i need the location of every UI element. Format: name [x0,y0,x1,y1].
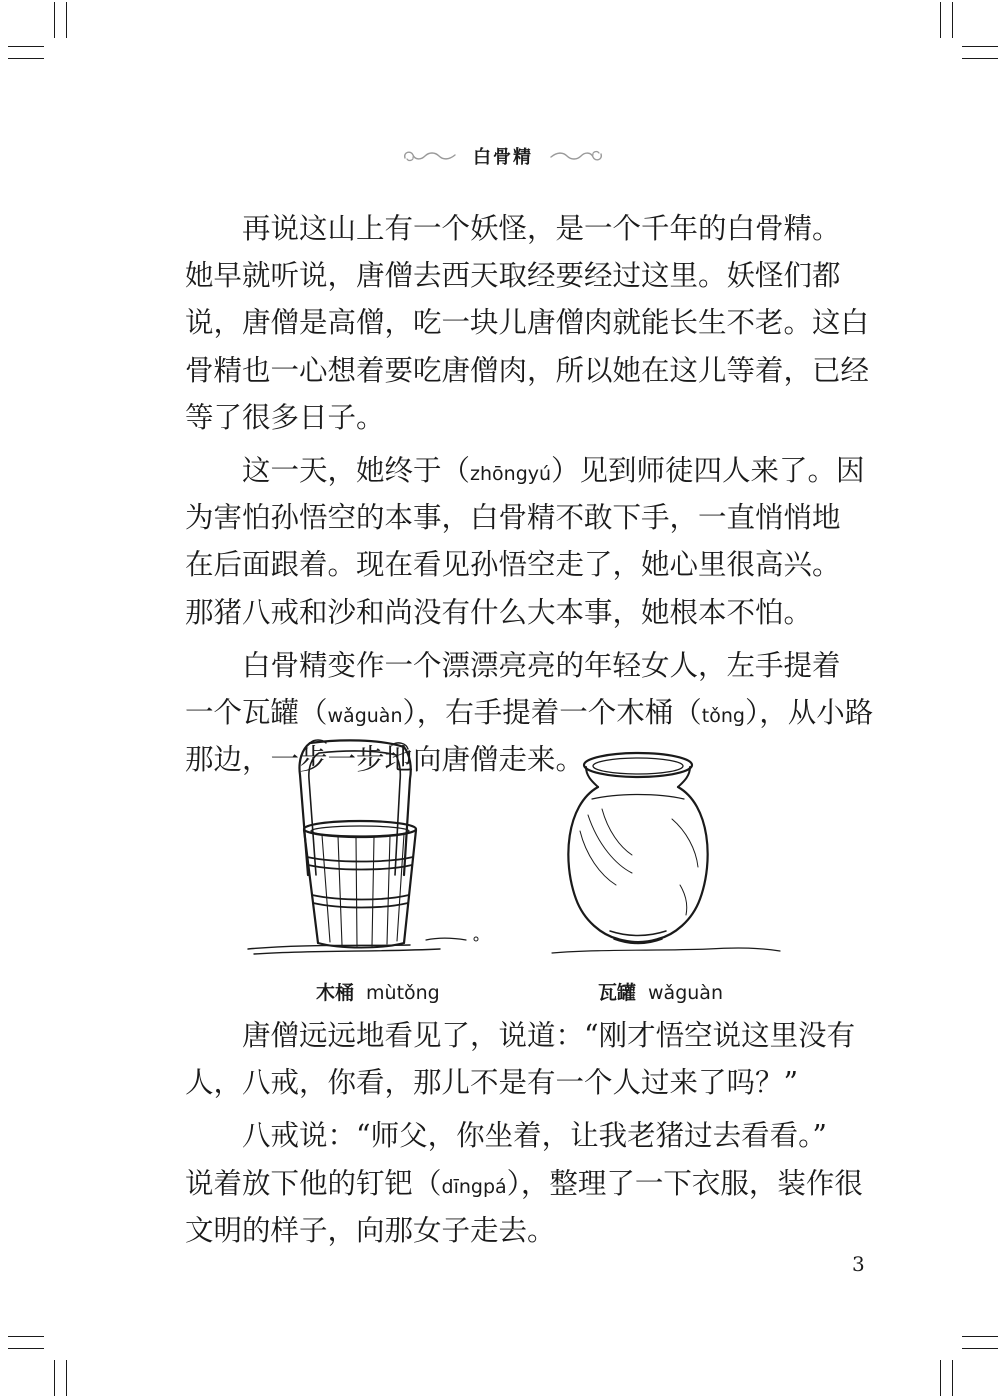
crop-mark [952,1360,953,1396]
story-text-continued [185,1012,863,1254]
text-line: 那猪八戒和沙和尚没有什么大本事，她根本不怕。 [185,595,813,629]
text-line: 在后面跟着。现在看见孙悟空走了，她心里很高兴。 [185,548,841,582]
crop-mark [940,2,941,38]
paragraph [185,1012,856,1106]
caption-pinyin: mùtǒng [366,982,440,1004]
pinyin-annotation: wǎguàn [327,704,403,727]
text-line: 人，八戒，你看，那儿不是有一个人过来了吗？” [185,1066,799,1100]
crop-mark [962,58,998,59]
text-line: 白骨精变作一个漂漂亮亮的年轻女人，左手提着 [242,648,841,682]
text-line: 那边，一步一步地向唐僧走来。 [185,743,585,777]
crop-mark [952,2,953,38]
crop-mark [962,46,998,47]
wooden-bucket-icon [240,735,800,975]
left-swirl-ornament-icon [401,147,459,165]
caption-hanzi: 木桶 [316,982,355,1004]
jar-caption [598,978,723,1005]
pinyin-annotation: zhōngyú [470,462,552,485]
crop-mark [8,1336,44,1337]
illustration [240,735,800,1005]
text-line: 八戒说：“师父，你坐着，让我老猪过去看看。” [242,1119,827,1153]
caption-pinyin: wǎguàn [648,982,723,1004]
crop-mark [8,1348,44,1349]
crop-mark [8,46,44,47]
text-line: 为害怕孙悟空的本事，白骨精不敢下手，一直悄悄地 [185,501,841,535]
crop-mark [54,1360,55,1396]
crop-mark [940,1360,941,1396]
running-head-title: 白骨精 [473,147,533,168]
crop-mark [962,1336,998,1337]
text-line: 说着放下他的钉钯（dīngpá），整理了一下衣服，装作很 [185,1166,863,1200]
crop-mark [54,2,55,38]
text-line: 她早就听说，唐僧去西天取经要经过这里。妖怪们都 [185,259,841,293]
crop-mark [66,1360,67,1396]
text-line: 唐僧远远地看见了，说道：“刚才悟空说这里没有 [242,1019,856,1052]
crop-mark [8,58,44,59]
text-line: 这一天，她终于（zhōngyú）见到师徒四人来了。因 [242,453,865,487]
page-number: 3 [852,1252,865,1276]
right-swirl-ornament-icon [547,147,605,165]
paragraph [185,1112,863,1254]
paragraph [185,205,870,441]
text-line: 骨精也一心想着要吃唐僧肉，所以她在这儿等着，已经 [185,353,870,387]
story-text [185,205,874,783]
crop-mark [66,2,67,38]
pinyin-annotation: dīngpá [441,1175,507,1198]
pinyin-annotation: tǒng [701,704,745,727]
crop-mark [962,1348,998,1349]
text-line: 一个瓦罐（wǎguàn），右手提着一个木桶（tǒng），从小路 [185,695,874,729]
paragraph [185,447,865,636]
bucket-caption [316,978,440,1005]
text-line: 再说这山上有一个妖怪，是一个千年的白骨精。 [242,212,841,245]
running-head [0,138,1006,174]
text-line: 说，唐僧是高僧，吃一块儿唐僧肉就能长生不老。这白 [185,306,870,340]
text-line: 文明的样子，向那女子走去。 [185,1213,556,1247]
text-line: 等了很多日子。 [185,400,385,434]
caption-hanzi: 瓦罐 [598,982,637,1004]
